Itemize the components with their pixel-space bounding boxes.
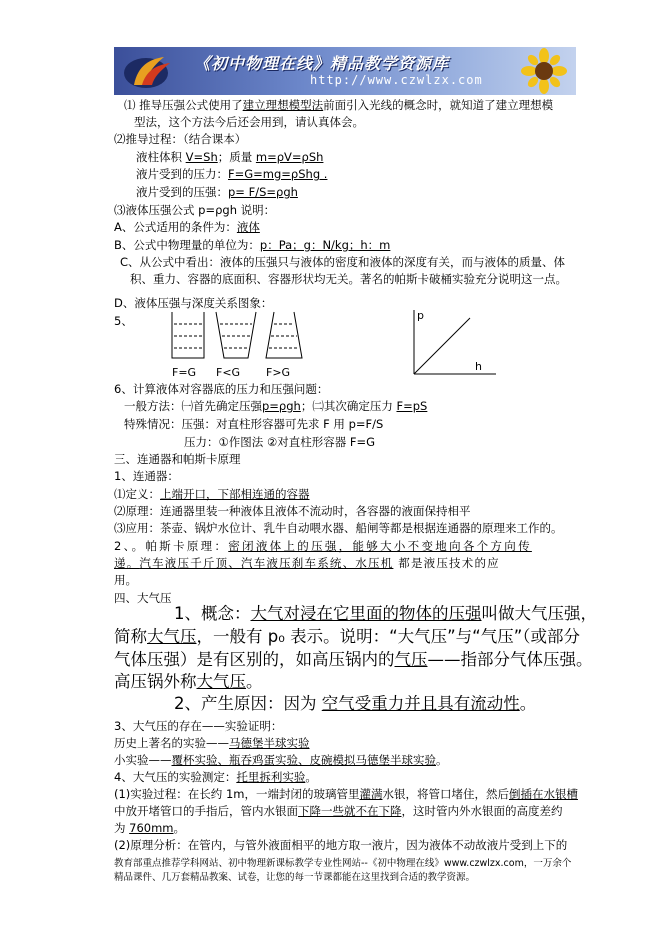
beaker-wide-top [216, 312, 256, 358]
line-cause: 2、产生原因：因为 空气受重力并且具有流动性。 [174, 694, 537, 713]
line-measure: 4、大气压的实验测定：托里拆利实验。 [114, 770, 317, 784]
beaker-straight [172, 312, 204, 358]
line-exp-process: (1)实验过程：在长约 1m，一端封闭的玻璃管里灌满水银，将管口堵住，然后倒插在水银槽 [114, 787, 578, 801]
line-connector-principle: ⑵原理：连通器里装一种液体且液体不流动时，各容器的液面保持相平 [114, 504, 471, 518]
line-item-6: 6、计算液体对容器底的压力和压强问题： [114, 382, 329, 396]
line-principle-analysis: (2)原理分析：在管内，与管外液面相平的地方取一液片，因为液体不动故液片受到上下的 [114, 838, 568, 852]
section-4-heading: 四、大气压 [114, 591, 172, 605]
line-formula-implication: C、从公式中看出：液体的压强只与液体的密度和液体的深度有关，而与液体的质量、体 [120, 255, 566, 269]
label-equal: F=G [172, 366, 197, 379]
line-concept-cont2: 气体压强）是有区别的，如高压锅内的气压——指部分气体压强。 [114, 650, 593, 669]
line-connector: 1、连通器： [114, 469, 179, 483]
line-connector-apps: ⑶应用：茶壶、锅炉水位计、乳牛自动喂水器、船闸等都是根据连通器的原理来工作的。 [114, 521, 563, 535]
line-derivation-heading: ⑵推导过程：（结合课本） [114, 132, 247, 146]
line-pascal-end: 用。 [114, 573, 137, 587]
site-logo-icon [120, 51, 178, 91]
graph-y-label: p [417, 309, 424, 322]
line-pascal: 2、。帕斯卡原理：密闭液体上的压强，能够大小不变地向各个方向传 [114, 539, 532, 553]
line-existence: 3、大气压的存在——实验证明： [114, 719, 283, 733]
line-units: B、公式中物理量的单位为：p：Pa；g：N/kg；h：m [114, 238, 391, 252]
sunflower-icon [514, 48, 574, 94]
line-general-method: 一般方法：㈠首先确定压强p=ρgh；㈡其次确定压力 F=pS [124, 399, 428, 413]
line-concept: 1、概念：大气对浸在它里面的物体的压强叫做大气压强， [174, 604, 597, 623]
line-model-method: ⑴ 推导压强公式使用了建立理想模型法前面引入光线的概念时，就知道了建立理想模 [124, 98, 554, 112]
line-model-method-cont: 型法，这个方法今后还会用到，请认真体会。 [134, 115, 364, 129]
label-less: F<G [216, 366, 241, 379]
line-formula-notes: ⑶液体压强公式 p=ρgh 说明： [114, 203, 276, 217]
line-condition: A、公式适用的条件为：液体 [114, 220, 260, 234]
line-formula-implication-cont: 积、重力、容器的底面积、容器形状均无关。著名的帕斯卡破桶实验充分说明这一点。 [130, 272, 567, 286]
line-graph-heading: D、液体压强与深度关系图象： [114, 296, 273, 310]
line-special-pressure: 特殊情况：压强：对直柱形容器可先求 F 用 p=F/S [124, 417, 384, 431]
page-footer: 教育部重点推荐学科网站、初中物理新课标教学专业性网站--《初中物理在线》www.czwlzx.com，一万余个精品课件、几万套精品教案、试卷，让您的每一节课都能在这里找到合适的教学资源。 [114, 858, 572, 883]
line-exp-process-cont: 中放开堵管口的手指后，管内水银面下降一些就不在下降，这时管内外水银面的高度差约 [114, 804, 563, 818]
header-banner [114, 47, 576, 95]
banner-url: http://www.czwlzx.com [310, 73, 483, 87]
line-exp-process-end: 为 760mm。 [114, 821, 186, 835]
line-volume-mass: 液柱体积 V=Sh；质量 m=ρV=ρSh [136, 150, 324, 164]
line-history-exp: 历史上著名的实验——马德堡半球实验 [114, 736, 310, 750]
graph-x-label: h [475, 360, 482, 373]
line-pascal-cont: 递。汽车液压千斤顶、汽车液压刹车系统、水压机 都是液压技术的应 [114, 556, 500, 570]
banner-title: 《初中物理在线》精品教学资源库 [194, 54, 450, 73]
line-pressure-force: 液片受到的压力：F=G=mg=ρShg . [136, 167, 328, 181]
line-small-exp: 小实验——覆杯实验、瓶吞鸡蛋实验、皮碗模拟马德堡半球实验。 [114, 753, 448, 767]
label-greater: F>G [266, 366, 291, 379]
line-special-force: 压力：①作图法 ②对直柱形容器 F=G [184, 435, 376, 449]
line-item-5: 5、 [114, 314, 133, 328]
line-pressure: 液片受到的压强：p= F/S=ρgh [136, 185, 298, 199]
section-3-heading: 三、连通器和帕斯卡原理 [114, 452, 241, 466]
line-concept-cont3: 高压锅外称大气压。 [114, 672, 263, 691]
beaker-narrow-top [266, 312, 302, 358]
line-connector-def: ⑴定义：上端开口，下部相连通的容器 [114, 487, 310, 501]
line-concept-cont1: 简称大气压，一般有 p₀ 表示。说明：“大气压”与“气压”（或部分 [114, 627, 581, 646]
